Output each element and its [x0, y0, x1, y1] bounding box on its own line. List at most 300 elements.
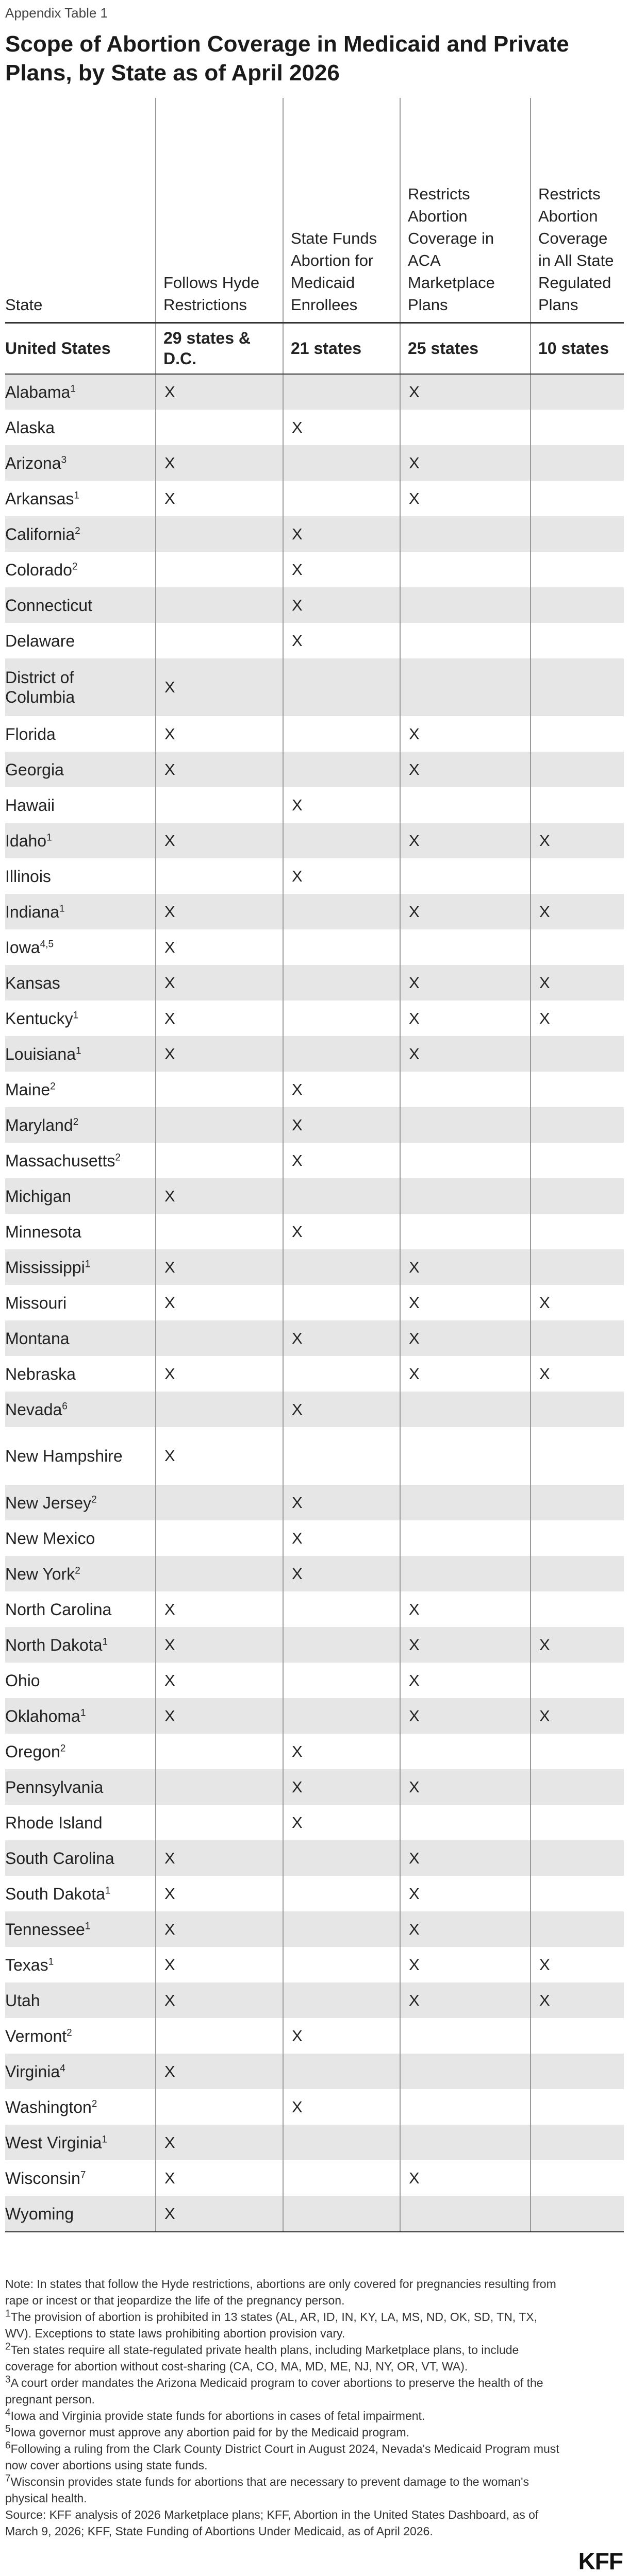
footnote-number: 6 — [5, 2440, 11, 2451]
cell-funds: X — [283, 1214, 400, 1249]
cell-hyde: X — [156, 752, 283, 787]
state-name: Texas — [5, 1955, 48, 1974]
state-name: Wyoming — [5, 2204, 74, 2223]
cell-funds: X — [283, 1485, 400, 1520]
state-name: Virginia — [5, 2062, 60, 2081]
state-cell — [5, 1520, 156, 1556]
cell-hyde: X — [156, 965, 283, 1001]
cell-all: X — [531, 1627, 624, 1663]
cell-all — [531, 1520, 624, 1556]
state-name: Georgia — [5, 760, 64, 779]
state-cell — [5, 858, 156, 894]
cell-hyde: X — [156, 1249, 283, 1285]
cell-all — [531, 374, 624, 410]
cell-aca: X — [400, 1036, 531, 1072]
footnote-text: Iowa governor must approve any abortion paid for by the Medicaid program. — [10, 2426, 410, 2439]
cell-hyde — [156, 587, 283, 623]
state-cell — [5, 965, 156, 1001]
total-hyde: 29 states & D.C. — [156, 323, 283, 374]
cell-funds — [283, 481, 400, 516]
cell-all — [531, 587, 624, 623]
state-cell — [5, 410, 156, 445]
state-name: Louisiana — [5, 1044, 76, 1063]
cell-aca — [400, 1520, 531, 1556]
cell-funds — [283, 2160, 400, 2196]
cell-hyde: X — [156, 1356, 283, 1392]
footnote — [5, 2309, 562, 2342]
table-row — [5, 552, 624, 587]
coverage-table — [5, 98, 624, 2231]
cell-funds — [283, 1627, 400, 1663]
footnote-ref: 1 — [48, 1956, 54, 1967]
cell-all: X — [531, 1356, 624, 1392]
cell-funds: X — [283, 1072, 400, 1107]
footnote-ref: 1 — [73, 1009, 79, 1021]
state-cell — [5, 716, 156, 752]
state-name: Maine — [5, 1080, 51, 1099]
cell-all — [531, 1556, 624, 1591]
table-row — [5, 587, 624, 623]
state-cell — [5, 2196, 156, 2231]
cell-all — [531, 858, 624, 894]
cell-hyde: X — [156, 2125, 283, 2160]
total-aca: 25 states — [400, 323, 531, 374]
cell-all — [531, 1427, 624, 1485]
state-name: North Dakota — [5, 1635, 103, 1654]
table-row — [5, 823, 624, 858]
footnote-ref: 2 — [60, 1742, 66, 1754]
cell-hyde — [156, 1769, 283, 1805]
cell-aca — [400, 552, 531, 587]
state-cell — [5, 1840, 156, 1876]
cell-hyde — [156, 858, 283, 894]
table-row — [5, 1214, 624, 1249]
state-name: Montana — [5, 1329, 70, 1348]
footnote-text: Note: In states that follow the Hyde restrictions, abortions are only covered for pregnancies resulting from rape or incest or that jeopardize the life of the pregnancy person. — [5, 2277, 556, 2307]
footnote-text: Iowa and Virginia provide state funds for abortions in cases of fetal impairment. — [10, 2409, 425, 2422]
footnote-number: 1 — [5, 2308, 11, 2319]
cell-aca — [400, 2018, 531, 2054]
table-row — [5, 1769, 624, 1805]
state-cell — [5, 1143, 156, 1178]
table-row — [5, 1107, 624, 1143]
cell-hyde: X — [156, 2160, 283, 2196]
table-row — [5, 2089, 624, 2125]
cell-aca — [400, 658, 531, 716]
state-name: Connecticut — [5, 596, 92, 615]
state-cell — [5, 2089, 156, 2125]
state-cell — [5, 1485, 156, 1520]
cell-all — [531, 1805, 624, 1840]
cell-aca: X — [400, 1591, 531, 1627]
footnote — [5, 2473, 562, 2506]
table-row — [5, 1698, 624, 1734]
state-name: Nevada — [5, 1400, 62, 1419]
cell-aca: X — [400, 752, 531, 787]
cell-all — [531, 552, 624, 587]
table-row — [5, 1072, 624, 1107]
cell-hyde: X — [156, 2054, 283, 2089]
cell-hyde: X — [156, 2196, 283, 2231]
table-row — [5, 445, 624, 481]
state-cell — [5, 658, 156, 716]
footnote-ref: 4,5 — [40, 938, 54, 950]
state-cell — [5, 1663, 156, 1698]
cell-aca: X — [400, 894, 531, 929]
cell-aca — [400, 1072, 531, 1107]
header-row — [5, 98, 624, 323]
state-name: Tennessee — [5, 1920, 85, 1939]
footnote — [5, 2506, 562, 2539]
cell-funds — [283, 374, 400, 410]
state-name: Iowa — [5, 938, 40, 957]
footnote-ref: 2 — [91, 1494, 97, 1505]
cell-funds — [283, 1982, 400, 2018]
state-cell — [5, 1769, 156, 1805]
footnote-ref: 1 — [80, 1707, 86, 1718]
cell-funds: X — [283, 2018, 400, 2054]
cell-all — [531, 1178, 624, 1214]
table-row — [5, 929, 624, 965]
cell-all — [531, 445, 624, 481]
cell-all — [531, 1485, 624, 1520]
state-name: South Carolina — [5, 1849, 114, 1868]
footnote-number: 2 — [5, 2341, 11, 2352]
state-name: Arizona — [5, 453, 61, 472]
state-name: Nebraska — [5, 1364, 76, 1383]
cell-all — [531, 1591, 624, 1627]
cell-funds — [283, 1356, 400, 1392]
cell-aca — [400, 1143, 531, 1178]
state-cell — [5, 787, 156, 823]
table-row — [5, 858, 624, 894]
cell-all — [531, 752, 624, 787]
cell-hyde — [156, 1320, 283, 1356]
footnote-ref: 2 — [67, 2027, 72, 2038]
state-cell — [5, 1249, 156, 1285]
state-cell — [5, 1285, 156, 1320]
cell-all — [531, 1320, 624, 1356]
state-name: Kentucky — [5, 1009, 73, 1028]
cell-funds — [283, 929, 400, 965]
cell-funds: X — [283, 1556, 400, 1591]
state-cell — [5, 623, 156, 658]
cell-all — [531, 516, 624, 552]
cell-funds: X — [283, 1805, 400, 1840]
cell-funds — [283, 658, 400, 716]
state-name: Hawaii — [5, 795, 55, 815]
table-row — [5, 1320, 624, 1356]
state-name: Oregon — [5, 1742, 60, 1761]
cell-funds — [283, 752, 400, 787]
footnote-ref: 2 — [75, 525, 80, 536]
cell-aca — [400, 2196, 531, 2231]
footnote-ref: 1 — [74, 489, 79, 501]
state-name: Wisconsin — [5, 2168, 80, 2188]
table-row — [5, 2125, 624, 2160]
table-row — [5, 374, 624, 410]
cell-all — [531, 481, 624, 516]
cell-hyde — [156, 1072, 283, 1107]
cell-all — [531, 1840, 624, 1876]
cell-all — [531, 2125, 624, 2160]
cell-all — [531, 716, 624, 752]
footnote-ref: 1 — [105, 1885, 111, 1896]
cell-funds — [283, 1840, 400, 1876]
cell-hyde — [156, 1107, 283, 1143]
cell-aca — [400, 587, 531, 623]
cell-all — [531, 1107, 624, 1143]
state-name: California — [5, 524, 75, 544]
state-cell — [5, 1392, 156, 1427]
cell-aca — [400, 410, 531, 445]
state-cell — [5, 552, 156, 587]
cell-aca: X — [400, 1769, 531, 1805]
cell-hyde: X — [156, 1036, 283, 1072]
kff-logo: KFF — [578, 2548, 623, 2574]
cell-aca — [400, 1556, 531, 1591]
cell-hyde — [156, 787, 283, 823]
cell-all — [531, 1734, 624, 1769]
cell-aca: X — [400, 1001, 531, 1036]
state-name: South Dakota — [5, 1884, 105, 1903]
state-name: Arkansas — [5, 489, 74, 508]
table-row — [5, 658, 624, 716]
table-row — [5, 2196, 624, 2231]
cell-hyde: X — [156, 1178, 283, 1214]
cell-aca: X — [400, 1627, 531, 1663]
cell-funds: X — [283, 1734, 400, 1769]
state-name: New Hampshire — [5, 1447, 123, 1465]
cell-aca — [400, 1485, 531, 1520]
state-cell — [5, 2125, 156, 2160]
state-name: Alaska — [5, 418, 55, 437]
state-name: Utah — [5, 1991, 40, 2010]
state-name: Delaware — [5, 631, 75, 650]
cell-hyde — [156, 1805, 283, 1840]
table-row — [5, 1627, 624, 1663]
state-name: Missouri — [5, 1293, 67, 1312]
cell-all — [531, 1249, 624, 1285]
cell-funds — [283, 1698, 400, 1734]
cell-funds: X — [283, 1107, 400, 1143]
cell-all: X — [531, 965, 624, 1001]
cell-hyde — [156, 1734, 283, 1769]
footnote-ref: 1 — [46, 832, 52, 843]
table-row — [5, 1947, 624, 1982]
table-row — [5, 752, 624, 787]
cell-aca — [400, 1214, 531, 1249]
cell-aca — [400, 858, 531, 894]
state-cell — [5, 929, 156, 965]
footnote-ref: 4 — [60, 2062, 65, 2074]
state-cell — [5, 894, 156, 929]
cell-all: X — [531, 894, 624, 929]
footnote-text: The provision of abortion is prohibited in 13 states (AL, AR, ID, IN, KY, LA, MS, ND, OK, SD, TN, TX, WV). Exceptions to state laws prohibiting abortion provision vary. — [5, 2310, 537, 2340]
cell-aca — [400, 1427, 531, 1485]
state-name: West Virginia — [5, 2133, 102, 2152]
cell-aca: X — [400, 1840, 531, 1876]
table-row — [5, 1840, 624, 1876]
table-row — [5, 1285, 624, 1320]
cell-funds: X — [283, 516, 400, 552]
cell-funds: X — [283, 787, 400, 823]
cell-hyde: X — [156, 1947, 283, 1982]
cell-all: X — [531, 1947, 624, 1982]
table-row — [5, 2018, 624, 2054]
cell-funds: X — [283, 1520, 400, 1556]
footnote-ref: 1 — [70, 383, 76, 395]
cell-funds: X — [283, 858, 400, 894]
cell-hyde: X — [156, 1285, 283, 1320]
cell-aca: X — [400, 1356, 531, 1392]
cell-aca: X — [400, 965, 531, 1001]
state-name: New York — [5, 1564, 75, 1583]
state-cell — [5, 1072, 156, 1107]
cell-funds — [283, 894, 400, 929]
cell-hyde — [156, 1520, 283, 1556]
table-row — [5, 623, 624, 658]
footnote-ref: 2 — [72, 561, 78, 572]
footnote — [5, 2276, 562, 2309]
cell-all: X — [531, 1982, 624, 2018]
cell-aca — [400, 2054, 531, 2089]
cell-hyde — [156, 1485, 283, 1520]
cell-all — [531, 2160, 624, 2196]
table-row — [5, 787, 624, 823]
cell-hyde — [156, 1143, 283, 1178]
table-row — [5, 1663, 624, 1698]
cell-all — [531, 1214, 624, 1249]
cell-hyde — [156, 1214, 283, 1249]
state-name: Oklahoma — [5, 1706, 80, 1725]
cell-hyde: X — [156, 1001, 283, 1036]
cell-funds: X — [283, 1143, 400, 1178]
table-row — [5, 716, 624, 752]
cell-aca — [400, 1392, 531, 1427]
cell-hyde: X — [156, 823, 283, 858]
table-row — [5, 1392, 624, 1427]
cell-all — [531, 410, 624, 445]
cell-all — [531, 2054, 624, 2089]
state-cell — [5, 1356, 156, 1392]
cell-hyde: X — [156, 1663, 283, 1698]
column-header-all-plans: Restricts Abortion Coverage in All State Regulated Plans — [531, 98, 624, 323]
state-cell — [5, 1876, 156, 1911]
footnote-ref: 2 — [50, 1080, 56, 1092]
cell-funds — [283, 1285, 400, 1320]
table-row — [5, 516, 624, 552]
cell-aca: X — [400, 1698, 531, 1734]
state-name: Colorado — [5, 560, 72, 579]
footnote — [5, 2424, 562, 2441]
table-row — [5, 481, 624, 516]
cell-all — [531, 2089, 624, 2125]
cell-funds — [283, 1663, 400, 1698]
state-cell — [5, 1556, 156, 1591]
state-cell — [5, 587, 156, 623]
state-cell — [5, 1178, 156, 1214]
state-name: Alabama — [5, 383, 71, 401]
cell-aca: X — [400, 1249, 531, 1285]
table-row — [5, 1143, 624, 1178]
cell-funds — [283, 1249, 400, 1285]
state-name: Rhode Island — [5, 1813, 103, 1832]
cell-hyde — [156, 623, 283, 658]
footnote-number: 4 — [5, 2407, 11, 2418]
cell-funds — [283, 1427, 400, 1485]
cell-funds — [283, 823, 400, 858]
cell-aca — [400, 2089, 531, 2125]
table-row — [5, 1427, 624, 1485]
cell-funds — [283, 1591, 400, 1627]
footnote-ref: 1 — [76, 1045, 81, 1056]
footnote-text: Ten states require all state-regulated private health plans, including Marketplace plans, to include coverage for abortion without cost-sharing (CA, CO, MA, MD, ME, NJ, NY, OR, VT, WA). — [5, 2343, 519, 2373]
cell-aca — [400, 787, 531, 823]
footnote-ref: 2 — [73, 1116, 79, 1127]
table-row — [5, 1178, 624, 1214]
cell-funds — [283, 2054, 400, 2089]
cell-all — [531, 1769, 624, 1805]
cell-all: X — [531, 1001, 624, 1036]
cell-funds — [283, 965, 400, 1001]
footnote-ref: 1 — [102, 2133, 107, 2145]
cell-hyde: X — [156, 1591, 283, 1627]
cell-funds: X — [283, 623, 400, 658]
footnote-ref: 1 — [59, 903, 65, 914]
state-cell — [5, 2054, 156, 2089]
cell-all — [531, 1911, 624, 1947]
column-header-aca: Restricts Abortion Coverage in ACA Marketplace Plans — [400, 98, 531, 323]
cell-hyde: X — [156, 1840, 283, 1876]
state-cell — [5, 823, 156, 858]
state-name: Florida — [5, 724, 56, 743]
cell-aca — [400, 516, 531, 552]
cell-hyde — [156, 552, 283, 587]
cell-aca: X — [400, 823, 531, 858]
state-cell — [5, 752, 156, 787]
total-all: 10 states — [531, 323, 624, 374]
column-header-state-funds: State Funds Abortion for Medicaid Enrollees — [283, 98, 400, 323]
cell-funds — [283, 2196, 400, 2231]
cell-all — [531, 2196, 624, 2231]
table-row — [5, 894, 624, 929]
table-row — [5, 1249, 624, 1285]
footnote — [5, 2441, 562, 2473]
table-row — [5, 1485, 624, 1520]
footnote-ref: 1 — [102, 1636, 108, 1647]
state-name: Maryland — [5, 1115, 73, 1134]
state-cell — [5, 1947, 156, 1982]
state-cell — [5, 1734, 156, 1769]
cell-funds: X — [283, 410, 400, 445]
footnote — [5, 2375, 562, 2408]
footnote-text: Source: KFF analysis of 2026 Marketplace plans; KFF, Abortion in the United States Dashboard, as of March 9, 2026; KFF, State Funding of Abortions Under Medicaid, as of April 2026. — [5, 2508, 539, 2538]
table-eyebrow: Appendix Table 1 — [5, 5, 108, 21]
column-header-state: State — [5, 295, 43, 314]
cell-aca: X — [400, 1911, 531, 1947]
state-name: New Mexico — [5, 1529, 95, 1548]
cell-aca — [400, 2125, 531, 2160]
cell-aca: X — [400, 716, 531, 752]
state-name: Michigan — [5, 1187, 72, 1206]
cell-funds — [283, 445, 400, 481]
footnote-number: 7 — [5, 2473, 11, 2484]
cell-funds: X — [283, 1320, 400, 1356]
footnote-ref: 2 — [75, 1565, 80, 1576]
footnote-ref: 3 — [61, 454, 67, 465]
state-name: Idaho — [5, 831, 47, 850]
